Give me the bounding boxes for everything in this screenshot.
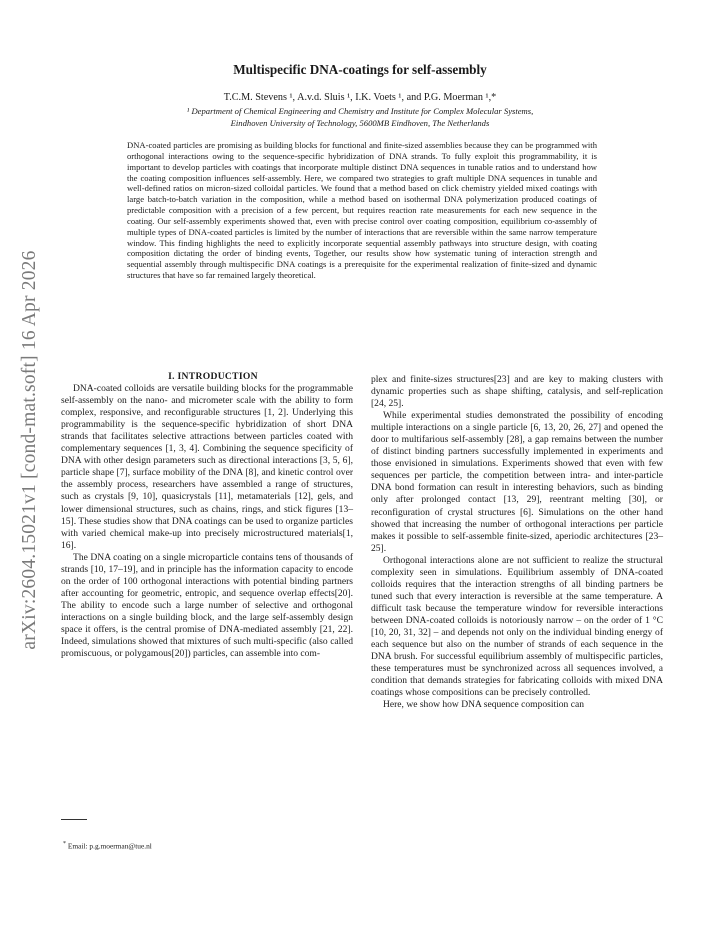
abstract: DNA-coated particles are promising as building blocks for functional and finite-sized assemblies because they can be programmed with orthogonal interactions owing to the sequence-specific hybridization of DNA strands. To fully exploit this programmability, it is important to develop particles with coatings that incorporate multiple distinct DNA sequences in tunable ratios and to understand how the coating composition influences self-assembly. Here, we compared two strategies to graft multiple DNA sequences in tunable and well-defined ratios on micron-sized colloidal particles. We found that a method based on click chemistry yielded mixed coatings with large batch-to-batch variation in the composition, while a method based on isothermal DNA polymerization produced coatings of predictable composition with a precision of a few percent, but requires reaction rate measurements for each new sequence in the coating. Our self-assembly experiments showed that, even with precise control over coating composition, equilibrium co-assembly of multiple types of DNA-coated particles is limited by the number of interactions that are reversible within the same narrow temperature window. This finding highlights the need to explicitly incorporate sequential assembly pathways into structure design, with coating composition dictating the order of binding events, Together, our results show how systematic tuning of interaction strength and sequential assembly through multispecific DNA coatings is a prerequisite for the experimental realization of finite-sized and dynamic structures that have so far remained largely theoretical.	[127, 140, 597, 281]
footnote-rule	[61, 819, 87, 820]
paragraph: While experimental studies demonstrated the possibility of encoding multiple interactions on a single particle [6, 13, 20, 26, 27] and opened the door to multifarious self-assembly [28], a gap remains between the number of distinct binding partners successfully implemented in experiments and those envisioned in simulations. Experiments showed that even with few sequences per particle, the competition between intra- and inter-particle DNA bond formation can result in interesting behaviors, such as binding only after prolonged contact [13, 29], reentrant melting [30], or reconfiguration of crystal structures [6]. Simulations on the other hand showed that increasing the number of orthogonal interactions per particle makes it possible to self-assemble finite-sized, aperiodic architectures [23–25].	[371, 410, 663, 554]
footnote-marker: *	[63, 841, 66, 847]
body-column-left	[61, 371, 353, 660]
section-heading: I. INTRODUCTION	[168, 371, 258, 382]
footnote	[63, 841, 152, 850]
affiliation-line-1: ¹ Department of Chemical Engineering and Chemistry and Institute for Complex Molecular Systems,	[186, 106, 534, 116]
body-column-right	[371, 374, 663, 711]
affiliation-line-2: Eindhoven University of Technology, 5600MB Eindhoven, The Netherlands	[230, 118, 490, 128]
arxiv-identifier-sidebar	[12, 215, 48, 685]
author-list: T.C.M. Stevens ¹, A.v.d. Sluis ¹, I.K. Voets ¹, and P.G. Moerman ¹,*	[223, 92, 497, 103]
affiliation	[0, 105, 720, 129]
paragraph: plex and finite-sizes structures[23] and are key to making clusters with dynamic properties such as shape shifting, catalysis, and self-replication [24, 25].	[371, 374, 663, 410]
paper-title: Multispecific DNA-coatings for self-assembly	[233, 62, 487, 77]
paragraph: The DNA coating on a single microparticle contains tens of thousands of strands [10, 17–19], and in principle has the information capacity to encode on the order of 100 orthogonal interactions with potential binding partners after accounting for geometric, entropic, and sequence overlap effects[20]. The ability to encode such a large number of selective and orthogonal interactions on a single building block, and the large self-assembly design space it offers, is the central promise of DNA-mediated assembly [21, 22]. Indeed, simulations showed that mixtures of such multi-specific (also called promiscuous, or polygamous[20]) particles, can assemble into com-	[61, 551, 353, 660]
paragraph: Here, we show how DNA sequence composition can	[383, 699, 584, 711]
paragraph: DNA-coated colloids are versatile building blocks for the programmable self-assembly on the nano- and micrometer scale with the ability to form complex, responsive, and reconfigurable structures [1, 2]. Underlying this programmability is the sequence-specific hybridization of short DNA strands that facilitates selective attractions between particles coated with complementary sequences [1, 3, 4]. Combining the sequence specificity of DNA with other design parameters such as directional interactions [3, 5, 6], particle shape [7], surface mobility of the DNA [8], and kinetic control over the assembly process, researchers have assembled a range of structures, such as crystals [9, 10], quasicrystals [11], metamaterials [12], gels, and lower dimensional structures, such as chains, rings, and stick figures [13–15]. These studies show that DNA coatings can be used to organize particles with varied chemical make-up into precisely microstructured materials[1, 16].	[61, 383, 353, 551]
arxiv-id-text: arXiv:2604.15021v1 [cond-mat.soft] 16 Apr 2026	[19, 250, 40, 650]
footnote-email: Email: p.g.moerman@tue.nl	[67, 841, 152, 851]
paragraph: Orthogonal interactions alone are not sufficient to realize the structural complexity seen in simulations. Equilibrium assembly of DNA-coated colloids requires that the interaction strengths of all binding partners be tuned such that every interaction is reversible at the same temperature. A difficult task because the temperature window for reversible interactions between DNA-coated colloids is notoriously narrow – on the order of 1 °C [10, 20, 31, 32] – and depends not only on the individual binding energy of each sequence but also on the number of strands of each sequence in the DNA brush. For successful equilibrium assembly of multispecific particles, these temperatures must be synchronized across all sequences involved, a condition that demands strategies for fabricating colloids with mixed DNA coatings whose compositions can be precisely controlled.	[371, 554, 663, 699]
